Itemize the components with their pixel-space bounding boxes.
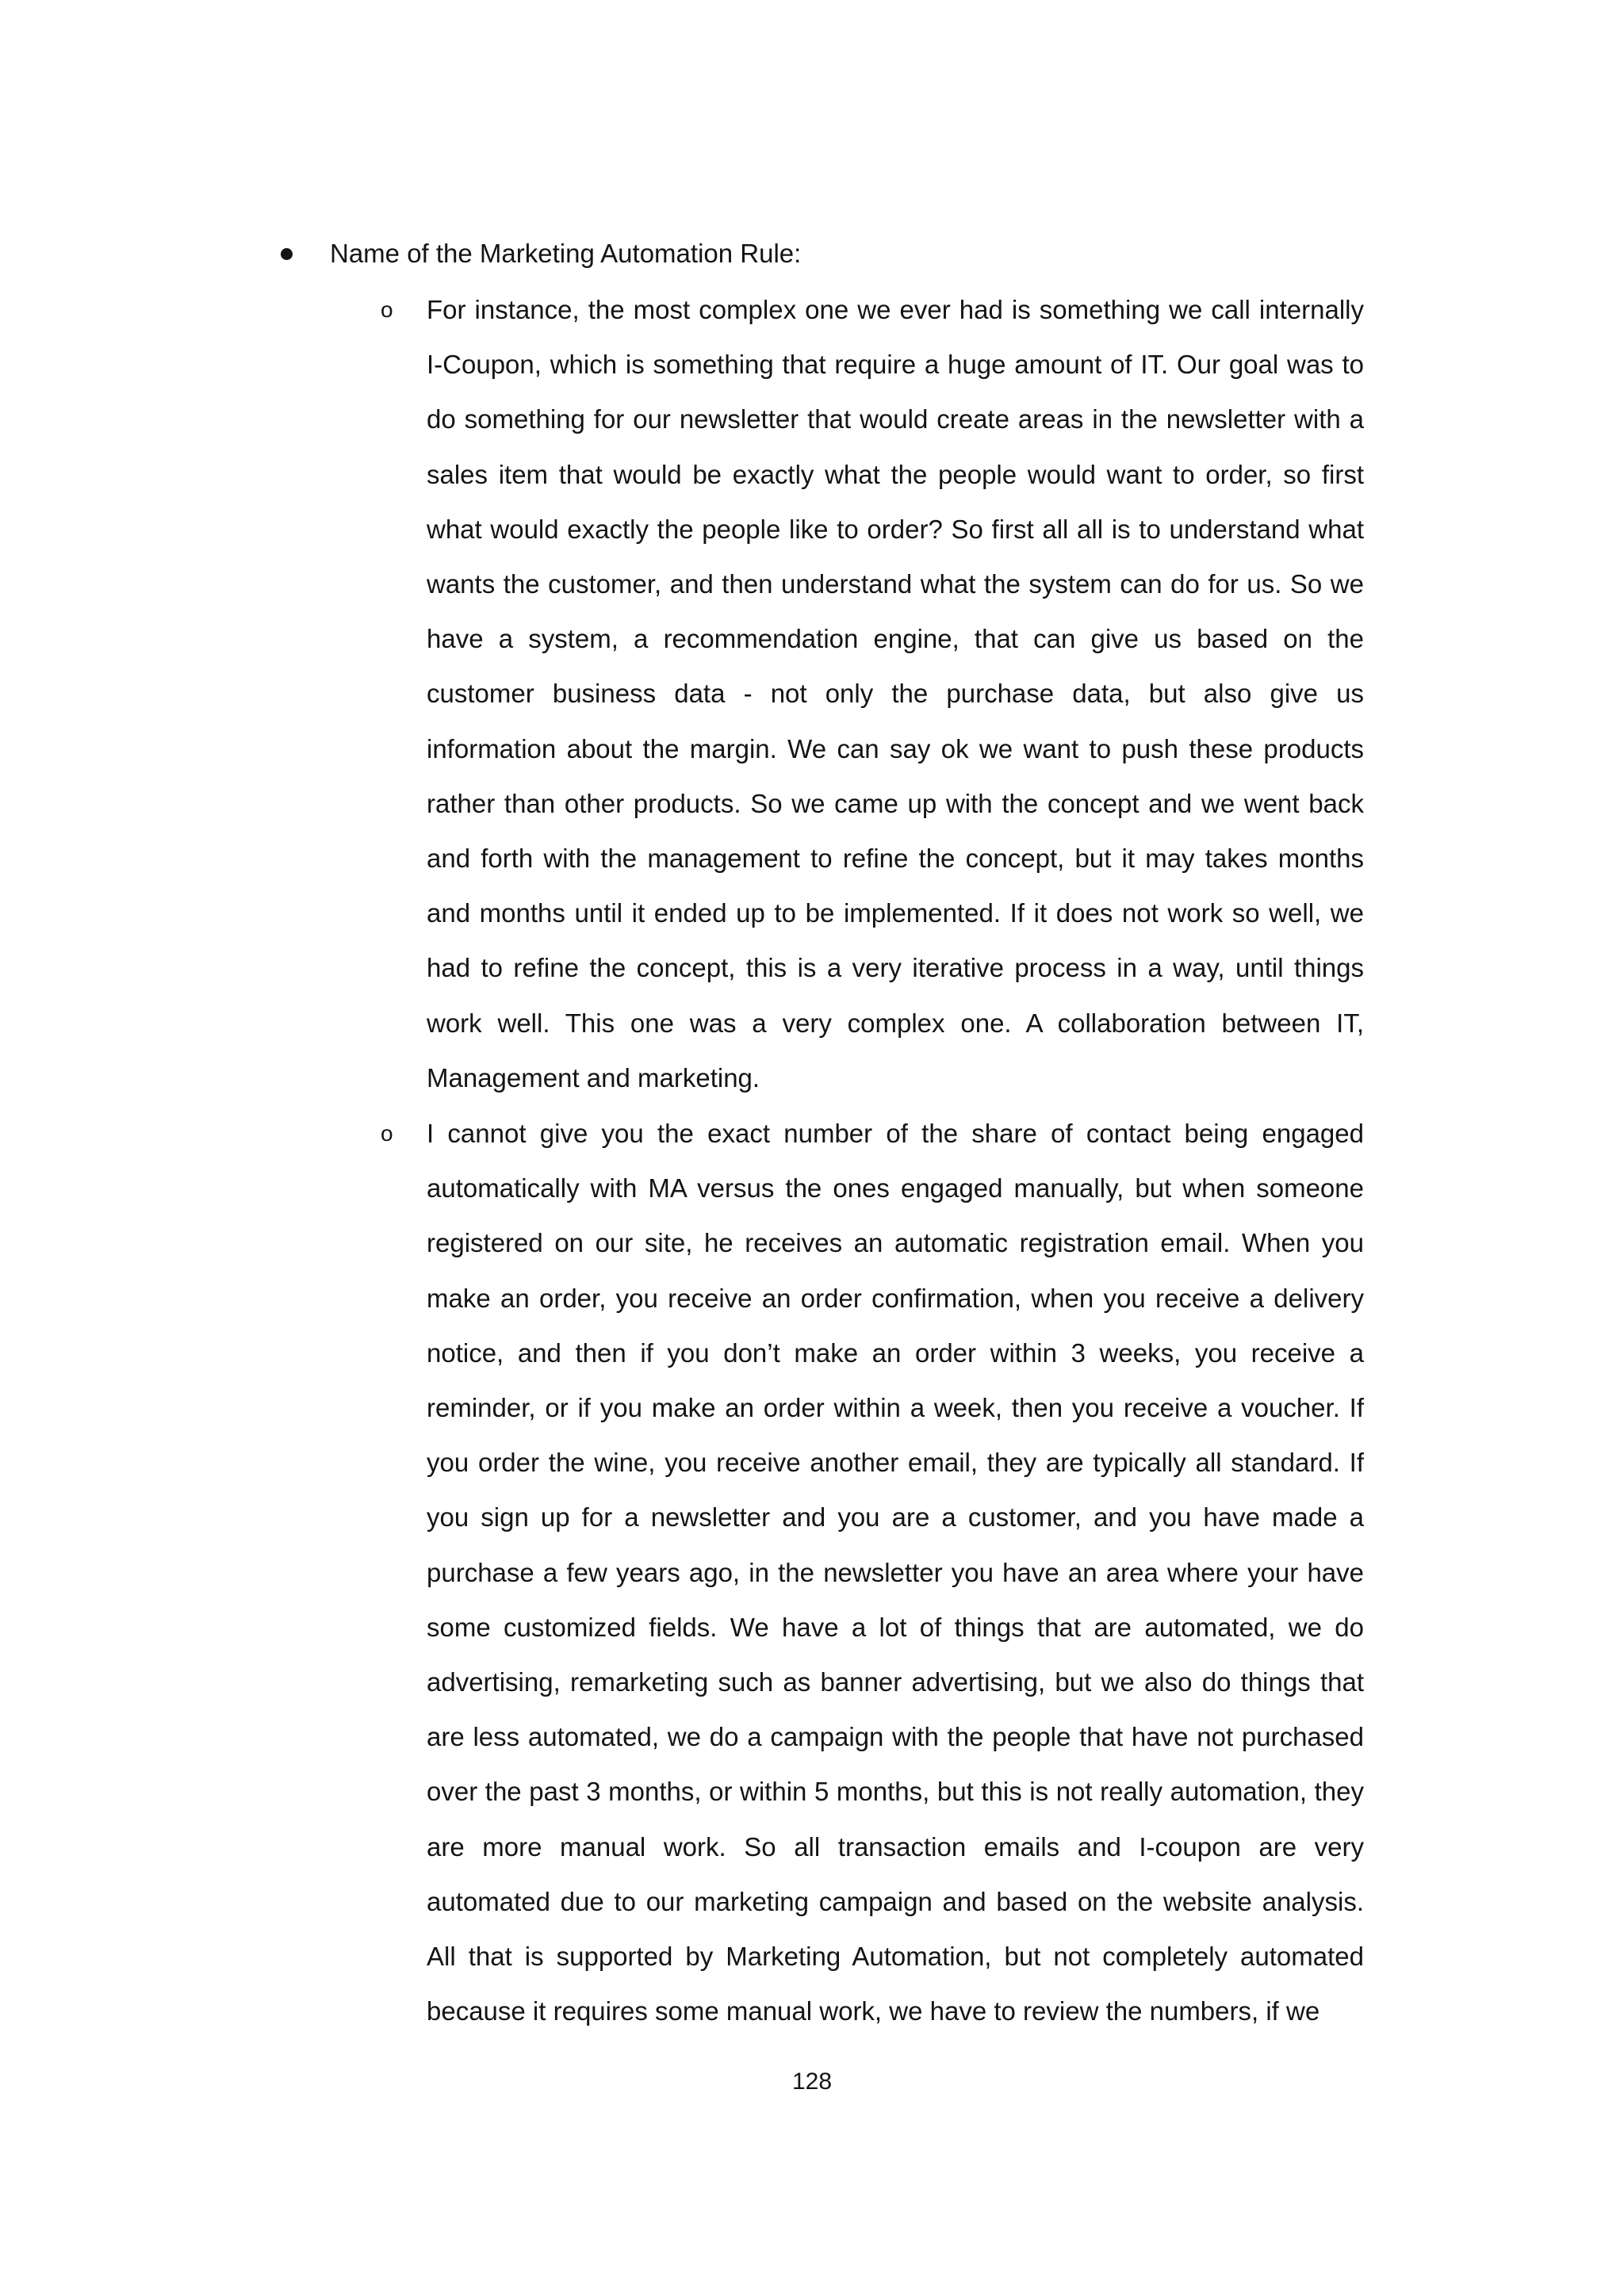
paragraph-text: I cannot give you the exact number of the share of contact being engaged automatically with MA versus the ones engaged manually, but when someone registered on our site, he receives an automatic registration email. When you make an order, you receive an order confirmation, when you receive a delivery notice, and then if you don’t make an order within 3 weeks, you receive a reminder, or if you make an order within a week, then you receive a voucher. If you order the wine, you receive another email, they are typically all standard. If you sign up for a newsletter and you are a customer, and you have made a purchase a few years ago, in the newsletter you have an area where your have some customized fields. We have a lot of things that are automated, we do advertising, remarketing such as banner advertising, but we also do things that are less automated, we do a campaign with the people that have not purchased over the past 3 months, or within 5 months, but this is not really automation, they are more manual work. So all transaction emails and I-coupon are very automated due to our marketing campaign and based on the website analysis. All that is supported by Marketing Automation, but not completely automated because it requires some manual work, we have to review the numbers, if we	[427, 1119, 1364, 2026]
circle-bullet-icon: o	[381, 297, 393, 322]
bullet-heading: Name of the Marketing Automation Rule:	[330, 239, 802, 268]
page-number: 128	[791, 2068, 833, 2095]
bullet-icon	[281, 248, 293, 260]
bullet-item	[281, 232, 1407, 279]
circle-bullet-icon: o	[381, 1121, 393, 1146]
paragraph-text: For instance, the most complex one we ever had is something we call internally I-Coupon, which is something that require a huge amount of IT. Our goal was to do something for our newsletter that would create areas in the newsletter with a sales item that would be exactly what the people would want to order, so first what would exactly the people like to order? So first all all is to understand what wants the customer, and then understand what the system can do for us. So we have a system, a recommendation engine, that can give us based on the customer business data - not only the purchase data, but also give us information about the margin. We can say ok we want to push these products rather than other products. So we came up with the concept and we went back and forth with the management to refine the concept, but it may takes months and months until it ended up to be implemented. If it does not work so well, we had to refine the concept, this is a very iterative process in a way, until things work well. This one was a very complex one. A collaboration between IT, Management and marketing.	[427, 295, 1364, 1093]
